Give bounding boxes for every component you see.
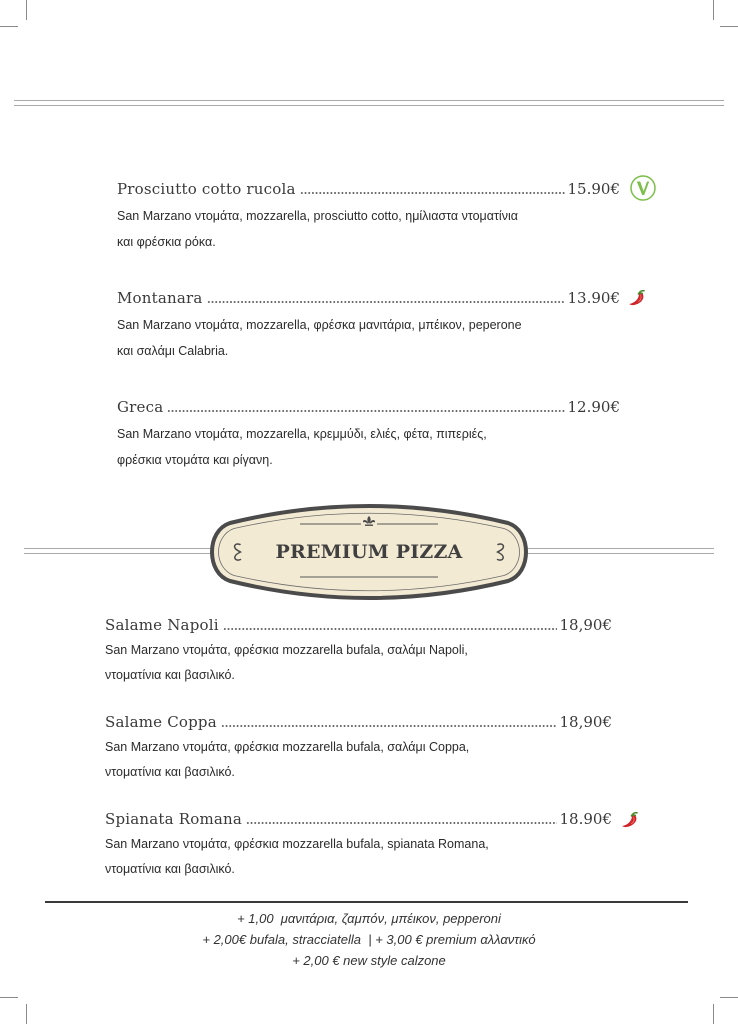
item-header bbox=[117, 396, 620, 418]
menu-item bbox=[105, 614, 612, 688]
item-price: 13.90€ bbox=[567, 289, 620, 307]
description-line: San Marzano ντομάτα, φρέσκια mozzarella bufala, spianata Romana, bbox=[105, 837, 489, 851]
menu-item bbox=[105, 711, 612, 785]
crop-mark bbox=[0, 997, 18, 998]
description-line: ντοματίνια και βασιλικό. bbox=[105, 668, 235, 682]
item-description bbox=[117, 203, 620, 255]
item-name: Salame Coppa bbox=[105, 713, 217, 731]
item-name: Prosciutto cotto rucola bbox=[117, 180, 296, 198]
item-header bbox=[105, 808, 612, 830]
dot-leader bbox=[167, 409, 564, 413]
menu-item bbox=[105, 808, 612, 882]
crop-mark bbox=[713, 1004, 714, 1024]
item-name: Spianata Romana bbox=[105, 810, 243, 828]
item-header bbox=[105, 711, 612, 733]
item-price: 12.90€ bbox=[567, 398, 620, 416]
description-line: San Marzano ντομάτα, φρέσκια mozzarella bufala, σαλάμι Coppa, bbox=[105, 740, 470, 754]
dot-leader bbox=[300, 191, 565, 195]
item-price: 18.90€ bbox=[559, 810, 612, 828]
item-name: Greca bbox=[117, 398, 164, 416]
vegetarian-icon bbox=[629, 174, 657, 202]
item-header bbox=[117, 178, 620, 200]
menu-item bbox=[117, 178, 620, 255]
banner-title: PREMIUM PIZZA bbox=[275, 541, 463, 563]
item-name: Salame Napoli bbox=[105, 616, 219, 634]
extras-line: + 2,00 € new style calzone bbox=[292, 953, 446, 968]
top-divider bbox=[14, 100, 724, 101]
chili-icon bbox=[620, 810, 640, 828]
top-divider bbox=[14, 105, 724, 106]
item-header bbox=[105, 614, 612, 636]
item-description bbox=[105, 638, 612, 688]
item-description bbox=[105, 832, 612, 882]
item-description bbox=[105, 735, 612, 785]
description-line: San Marzano ντομάτα, mozzarella, prosciutto cotto, ημίλιαστα ντοματίνια bbox=[117, 209, 518, 223]
dot-leader bbox=[221, 724, 557, 728]
item-price: 15.90€ bbox=[567, 180, 620, 198]
description-line: ντοματίνια και βασιλικό. bbox=[105, 765, 235, 779]
item-description bbox=[117, 421, 620, 473]
description-line: San Marzano ντομάτα, mozzarella, φρέσκα μανιτάρια, μπέικον, peperone bbox=[117, 318, 522, 332]
menu-item bbox=[117, 396, 620, 473]
dot-leader bbox=[246, 821, 556, 825]
crop-mark bbox=[720, 997, 738, 998]
description-line: ντοματίνια και βασιλικό. bbox=[105, 862, 235, 876]
item-price: 18,90€ bbox=[559, 713, 612, 731]
item-name: Montanara bbox=[117, 289, 203, 307]
extras-line: + 1,00 μανιτάρια, ζαμπόν, μπέικον, pepperoni bbox=[237, 911, 501, 926]
extras-note bbox=[0, 908, 738, 971]
dot-leader bbox=[223, 627, 557, 631]
description-line: φρέσκια ντομάτα και ρίγανη. bbox=[117, 453, 273, 467]
crop-mark bbox=[26, 1004, 27, 1024]
item-description bbox=[117, 312, 620, 364]
crop-mark bbox=[720, 26, 738, 27]
footer-divider bbox=[45, 901, 688, 903]
item-price: 18,90€ bbox=[559, 616, 612, 634]
description-line: και φρέσκια ρόκα. bbox=[117, 235, 216, 249]
description-line: San Marzano ντομάτα, φρέσκια mozzarella bufala, σαλάμι Napoli, bbox=[105, 643, 468, 657]
item-header bbox=[117, 287, 620, 309]
chili-icon bbox=[627, 288, 647, 306]
crop-mark bbox=[0, 26, 18, 27]
menu-item bbox=[117, 287, 620, 364]
description-line: San Marzano ντομάτα, mozzarella, κρεμμύδι, ελιές, φέτα, πιπεριές, bbox=[117, 427, 487, 441]
description-line: και σαλάμι Calabria. bbox=[117, 344, 229, 358]
crop-mark bbox=[713, 0, 714, 20]
dot-leader bbox=[207, 300, 565, 304]
extras-line: + 2,00€ bufala, stracciatella | + 3,00 € premium αλλαντικό bbox=[202, 932, 536, 947]
crop-mark bbox=[26, 0, 27, 20]
